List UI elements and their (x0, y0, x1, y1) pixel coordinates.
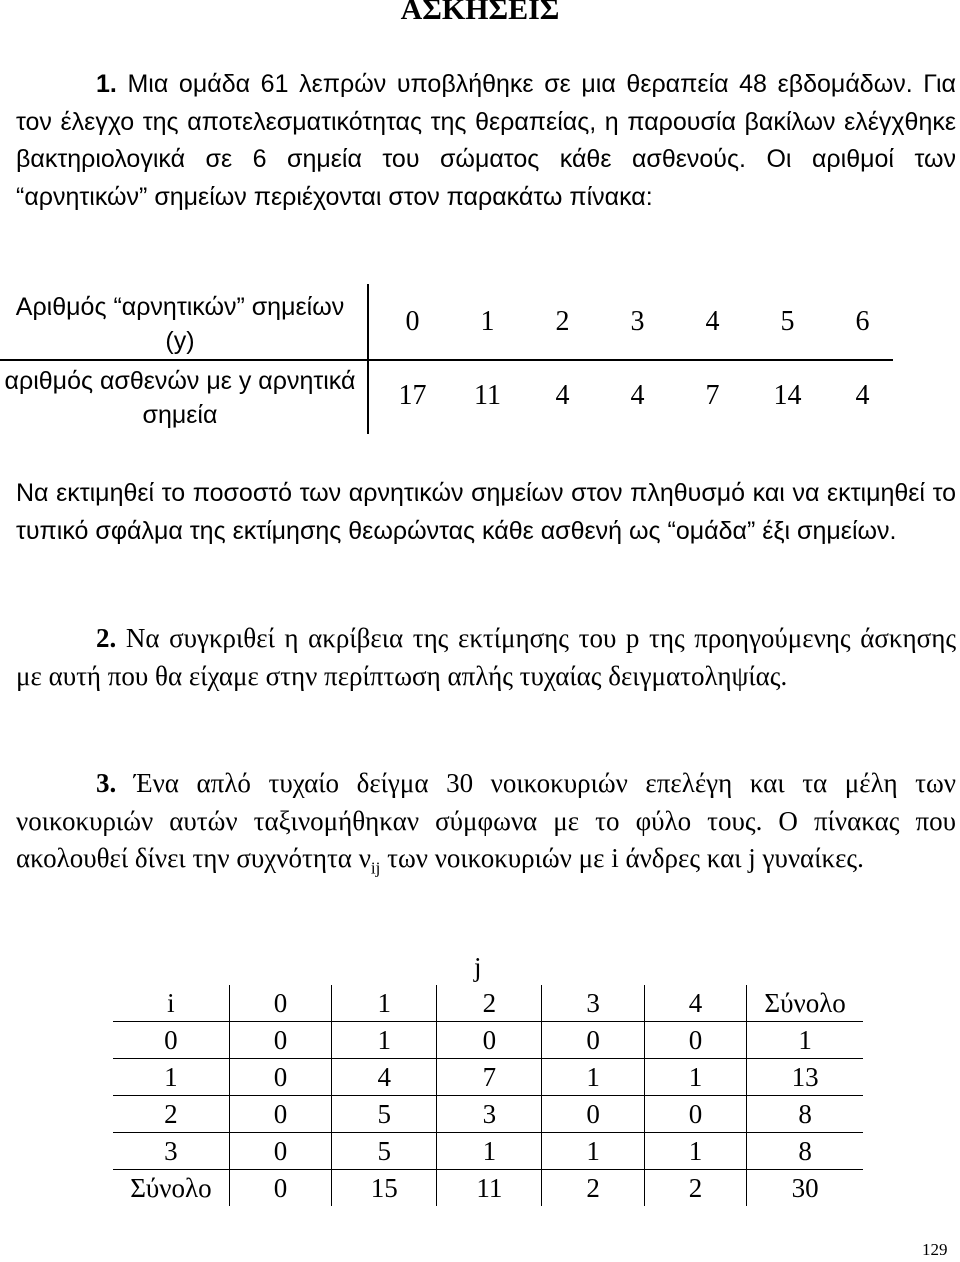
table-cell: 17 (398, 380, 427, 411)
table-cell: 4 (332, 1059, 437, 1096)
table-cell: 1 (542, 1133, 644, 1170)
table-cell: 1 (332, 1022, 437, 1059)
table-cell: 1 (542, 1059, 644, 1096)
table-header-cell: Σύνολο (747, 985, 863, 1022)
table-cell: 6 (855, 306, 870, 337)
negative-points-table (0, 284, 900, 439)
table-cell: 14 (773, 380, 802, 411)
table-header-row (113, 985, 863, 1022)
exercise-3-text-after: των νοικοκυριών με i άνδρες και j γυναίκες. (380, 843, 864, 873)
exercise-1-number: 1. (96, 70, 117, 98)
table-header-cell: 3 (542, 985, 644, 1022)
table-total-row (113, 1170, 863, 1207)
table-header-cell: 0 (229, 985, 331, 1022)
table-cell: 3 (437, 1096, 542, 1133)
table-cell: 11 (437, 1170, 542, 1207)
table-row (113, 1022, 863, 1059)
table-cell: 2 (113, 1096, 229, 1133)
table-cell: 2 (542, 1170, 644, 1207)
table-cell: 0 (542, 1096, 644, 1133)
table-cell: 30 (747, 1170, 863, 1207)
exercise-3-number: 3. (96, 768, 117, 798)
y-values-row (375, 306, 900, 338)
page-number: 129 (922, 1240, 948, 1259)
table-cell: 7 (437, 1059, 542, 1096)
table-cell: 0 (405, 306, 420, 337)
row-header-patients: αριθμός ασθενών με y αρνητικά σημεία (4, 367, 356, 429)
exercise-1-intro-text: Μια ομάδα 61 λεπρών υποβλήθηκε σε μια θεραπεία 48 εβδομάδων. Για τον έλεγχο της αποτελεσματικότητας της θεραπείας, η παρουσία βακίλων ελέγχθηκε βακτηριολογικά σε 6 σημεία του σώματος κάθε ασθενούς. Οι αριθμοί των “αρνητικών” σημείων περιέχονται στον παρακάτω πίνακα: (16, 70, 956, 211)
table-header-cell: 2 (437, 985, 542, 1022)
table-cell: 15 (332, 1170, 437, 1207)
exercise-3-text-before: Ένα απλό τυχαίο δείγμα 30 νοικοκυριών επελέγη και τα μέλη των νοικοκυριών αυτών ταξινομήθηκαν σύμφωνα με το φύλο τους. Ο πίνακας που ακολουθεί δίνει την συχνότητα ν (16, 768, 956, 873)
table-cell: 0 (644, 1096, 746, 1133)
table-cell: 8 (747, 1096, 863, 1133)
table-header-cell: 4 (644, 985, 746, 1022)
table-cell: 0 (229, 1022, 331, 1059)
table-cell: 3 (630, 306, 645, 337)
table-cell: 3 (113, 1133, 229, 1170)
patients-row (375, 380, 900, 412)
table-row (113, 1096, 863, 1133)
table-cell: 1 (644, 1133, 746, 1170)
table-cell: 7 (705, 380, 720, 411)
table-horizontal-rule (0, 359, 893, 361)
table-row (113, 1133, 863, 1170)
column-group-label: j (474, 952, 482, 982)
table-cell: 4 (705, 306, 720, 337)
table-cell: 11 (474, 380, 501, 411)
table-cell: 0 (542, 1022, 644, 1059)
table-cell: 4 (555, 380, 570, 411)
table-cell: 0 (229, 1170, 331, 1207)
table-header-cell: 1 (332, 985, 437, 1022)
page-title: ΑΣΚΗΣΕΙΣ (400, 0, 560, 26)
table-cell: Σύνολο (113, 1170, 229, 1207)
table-cell: 1 (113, 1059, 229, 1096)
household-frequency-table (113, 985, 863, 1206)
exercise-1-question: Να εκτιμηθεί το ποσοστό των αρνητικών σημείων στον πληθυσμό και να εκτιμηθεί το τυπικό σφάλμα της εκτίμησης θεωρώντας κάθε ασθενή ως “ομάδα” έξι σημείων. (16, 479, 956, 545)
exercise-3-subscript: ij (370, 858, 381, 878)
table-cell: 4 (855, 380, 870, 411)
exercise-2 (16, 620, 956, 695)
table-cell: 5 (332, 1096, 437, 1133)
table-cell: 4 (630, 380, 645, 411)
table-cell: 1 (747, 1022, 863, 1059)
table-cell: 2 (555, 306, 570, 337)
table-cell: 0 (229, 1133, 331, 1170)
exercise-2-text: Να συγκριθεί η ακρίβεια της εκτίμησης του p της προηγούμενης άσκησης με αυτή που θα είχαμε στην περίπτωση απλής τυχαίας δειγματοληψίας. (16, 623, 957, 691)
exercise-2-number: 2. (96, 623, 117, 653)
table-cell: 0 (644, 1022, 746, 1059)
table-cell: 5 (332, 1133, 437, 1170)
table-cell: 13 (747, 1059, 863, 1096)
row-header-negative-points: Αριθμός “αρνητικών” σημείων (y) (15, 293, 345, 355)
table-cell: 1 (437, 1133, 542, 1170)
exercise-1-intro (16, 66, 956, 216)
table-cell: 0 (113, 1022, 229, 1059)
table-cell: 5 (780, 306, 795, 337)
table-cell: 1 (644, 1059, 746, 1096)
table-cell: 0 (229, 1096, 331, 1133)
table-cell: 2 (644, 1170, 746, 1207)
table-header-cell: i (113, 985, 229, 1022)
exercise-3 (16, 765, 956, 887)
table-cell: 8 (747, 1133, 863, 1170)
table-cell: 0 (437, 1022, 542, 1059)
table-row (113, 1059, 863, 1096)
table-cell: 1 (480, 306, 495, 337)
table-cell: 0 (229, 1059, 331, 1096)
